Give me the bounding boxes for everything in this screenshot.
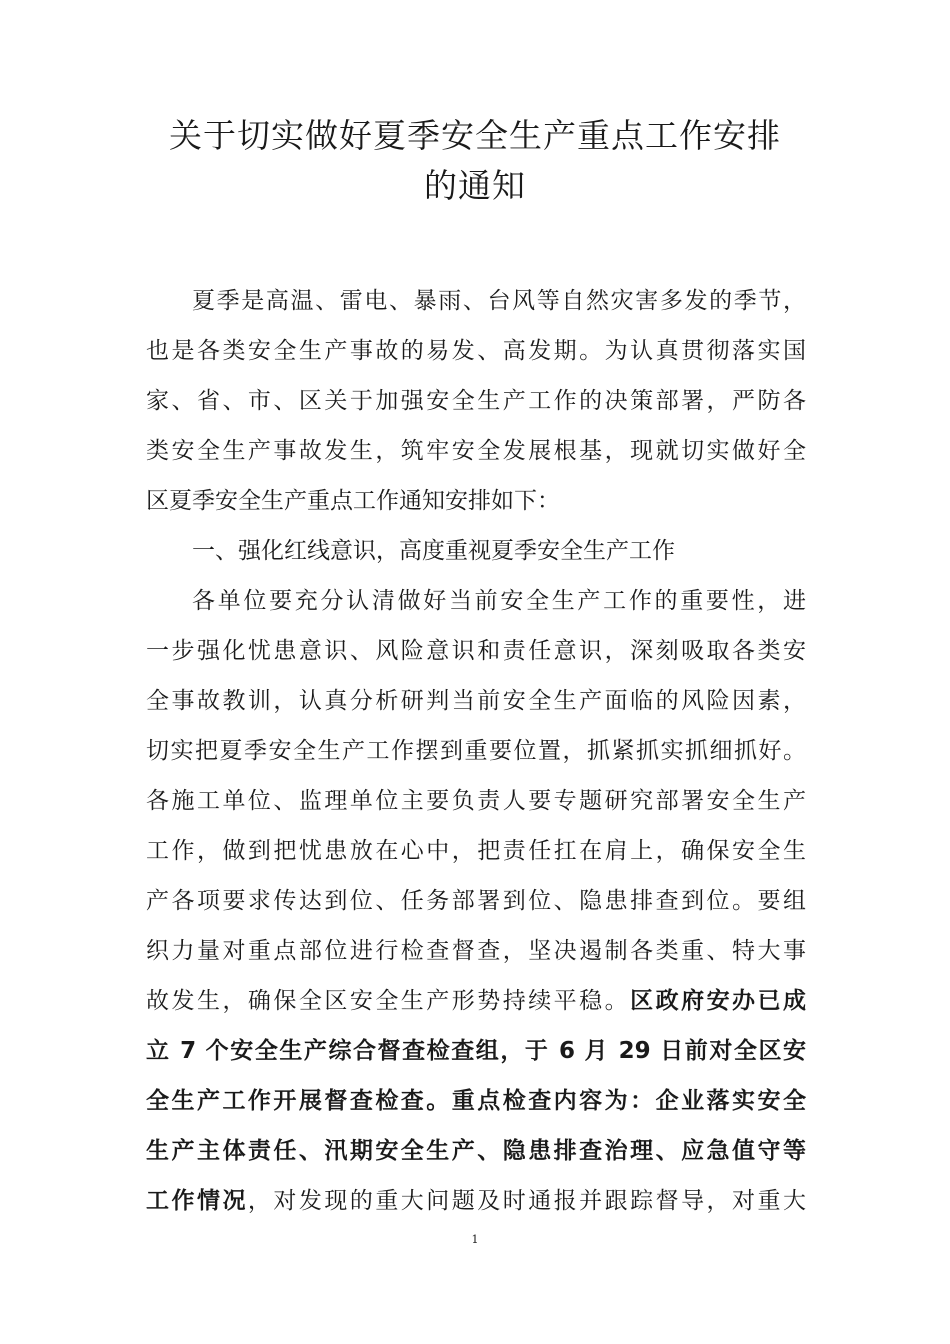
bold-line: 生产主体责任、汛期安全生产、隐患排查治理、应急值守等	[146, 1138, 806, 1164]
body-line: 全事故教训，认真分析研判当前安全生产面临的风险因素，	[146, 688, 806, 714]
document-title-line-1: 关于切实做好夏季安全生产重点工作安排	[169, 116, 781, 155]
bold-line: 全生产工作开展督查检查。重点检查内容为：企业落实安全	[146, 1088, 806, 1114]
body-line: 各单位要充分认清做好当前安全生产工作的重要性，进	[192, 588, 806, 614]
body-line: 切实把夏季安全生产工作摆到重要位置，抓紧抓实抓细抓好。	[146, 738, 806, 764]
bold-line: 立 7 个安全生产综合督查检查组，于 6 月 29 日前对全区安	[146, 1038, 806, 1064]
body-line-mixed	[146, 1176, 806, 1226]
section-heading: 一、强化红线意识，高度重视夏季安全生产工作	[192, 538, 675, 564]
body-line: 织力量对重点部位进行检查督查，坚决遏制各类重、特大事	[146, 938, 806, 964]
body-line: 类安全生产事故发生，筑牢安全发展根基，现就切实做好全	[146, 438, 806, 464]
document-body	[146, 276, 806, 1226]
body-line: 工作，做到把忧患放在心中，把责任扛在肩上，确保安全生	[146, 838, 806, 864]
body-text: ，对发现的重大问题及时通报并跟踪督导，对重大	[247, 1188, 807, 1214]
body-text: 故发生，确保全区安全生产形势持续平稳。	[146, 988, 631, 1014]
page-number: 1	[471, 1233, 479, 1246]
body-line: 一步强化忧患意识、风险意识和责任意识，深刻吸取各类安	[146, 638, 806, 664]
body-line: 区夏季安全生产重点工作通知安排如下：	[146, 488, 560, 514]
bold-text: 区政府安办已成	[630, 988, 807, 1014]
body-line: 各施工单位、监理单位主要负责人要专题研究部署安全生产	[146, 788, 806, 814]
body-line-mixed	[146, 976, 806, 1026]
body-line: 夏季是高温、雷电、暴雨、台风等自然灾害多发的季节，	[192, 288, 806, 314]
document-title-line-2: 的通知	[424, 166, 526, 205]
body-line: 也是各类安全生产事故的易发、高发期。为认真贯彻落实国	[146, 338, 806, 364]
body-line: 家、省、市、区关于加强安全生产工作的决策部署，严防各	[146, 388, 806, 414]
bold-text: 工作情况	[146, 1188, 248, 1214]
body-line: 产各项要求传达到位、任务部署到位、隐患排查到位。要组	[146, 888, 806, 914]
